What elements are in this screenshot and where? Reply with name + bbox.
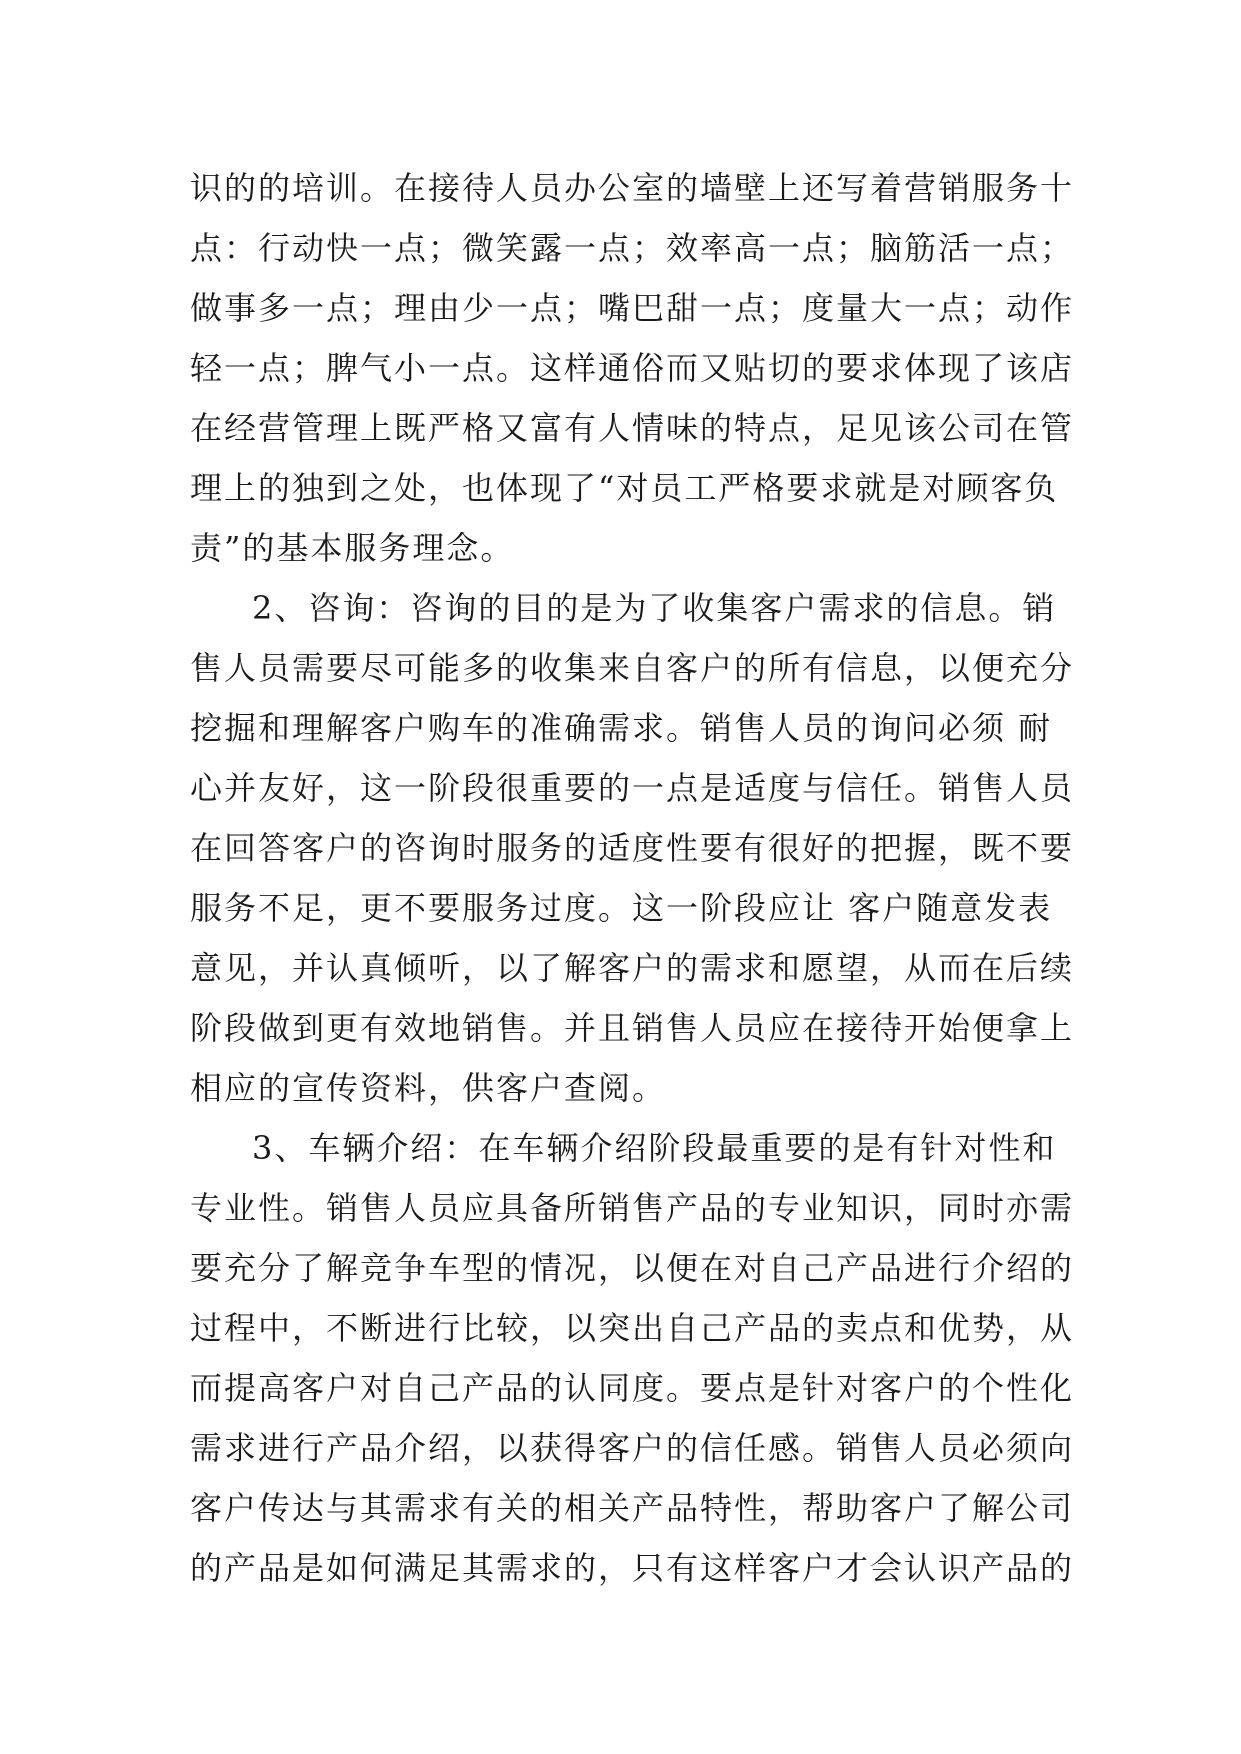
text-line: 意见，并认真倾听，以了解客户的需求和愿望，从而在后续 xyxy=(190,949,1075,987)
text-line: 心并友好，这一阶段很重要的一点是适度与信任。销售人员 xyxy=(190,769,1075,807)
text-line: 识的的培训。在接待人员办公室的墙壁上还写着营销服务十 xyxy=(190,169,1075,207)
text-line: 在回答客户的咨询时服务的适度性要有很好的把握，既不要 xyxy=(190,829,1075,867)
text-line: 阶段做到更有效地销售。并且销售人员应在接待开始便拿上 xyxy=(190,1009,1075,1047)
text-line: 理上的独到之处，也体现了“对员工严格要求就是对顾客负 xyxy=(190,469,1059,507)
text-line: 挖掘和理解客户购车的准确需求。销售人员的询问必须 耐 xyxy=(190,709,1053,747)
text-line: 客户传达与其需求有关的相关产品特性，帮助客户了解公司 xyxy=(190,1489,1075,1527)
text-line: 服务不足，更不要服务过度。这一阶段应让 客户随意发表 xyxy=(190,889,1053,927)
text-line: 专业性。销售人员应具备所销售产品的专业知识，同时亦需 xyxy=(190,1189,1075,1227)
paragraph-start-line: 2、咨询：咨询的目的是为了收集客户需求的信息。销 xyxy=(252,589,1057,627)
text-line: 责”的基本服务理念。 xyxy=(190,529,515,567)
text-line: 售人员需要尽可能多的收集来自客户的所有信息，以便充分 xyxy=(190,649,1075,687)
text-line: 而提高客户对自己产品的认同度。要点是针对客户的个性化 xyxy=(190,1369,1075,1407)
text-line: 做事多一点；理由少一点；嘴巴甜一点；度量大一点；动作 xyxy=(190,289,1075,327)
text-line: 相应的宣传资料，供客户查阅。 xyxy=(190,1069,667,1107)
body-text xyxy=(190,158,1075,1598)
paragraph-start-line: 3、车辆介绍：在车辆介绍阶段最重要的是有针对性和 xyxy=(252,1129,1057,1167)
text-line: 点：行动快一点；微笑露一点；效率高一点；脑筋活一点； xyxy=(190,229,1075,267)
text-line: 要充分了解竞争车型的情况，以便在对自己产品进行介绍的 xyxy=(190,1249,1075,1287)
text-line: 需求进行产品介绍，以获得客户的信任感。销售人员必须向 xyxy=(190,1429,1075,1467)
text-line: 在经营管理上既严格又富有人情味的特点，足见该公司在管 xyxy=(190,409,1075,447)
text-line: 过程中，不断进行比较，以突出自己产品的卖点和优势，从 xyxy=(190,1309,1075,1347)
text-line: 轻一点；脾气小一点。这样通俗而又贴切的要求体现了该店 xyxy=(190,349,1075,387)
text-line: 的产品是如何满足其需求的，只有这样客户才会认识产品的 xyxy=(190,1549,1075,1587)
